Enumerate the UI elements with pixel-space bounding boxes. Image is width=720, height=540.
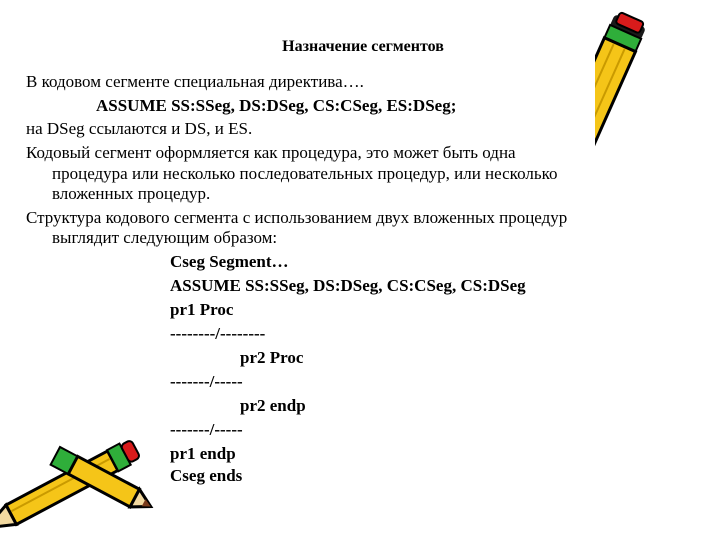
pencil-icon xyxy=(595,0,720,540)
code-line-3: pr1 Proc xyxy=(170,300,234,319)
code-line-8: -------/----- xyxy=(170,420,243,439)
code-line-2: ASSUME SS:SSeg, DS:DSeg, CS:CSeg, CS:DSeg xyxy=(170,276,526,295)
code-line-10: Cseg ends xyxy=(170,466,243,485)
text-line-5: процедура или несколько последовательных процедур, или несколько xyxy=(52,164,558,183)
slide-title: Назначение сегментов xyxy=(282,38,444,55)
text-line-8: выглядит следующим образом: xyxy=(52,228,278,247)
code-line-9: pr1 endp xyxy=(170,444,236,463)
text-line-3: на DSeg ссылаются и DS, и ES. xyxy=(26,119,253,138)
code-line-7: pr2 endp xyxy=(240,396,306,415)
code-line-6: -------/----- xyxy=(170,372,243,391)
text-line-7: Структура кодового сегмента с использованием двух вложенных процедур xyxy=(26,208,568,227)
pencils-icon xyxy=(0,425,160,540)
text-line-4: Кодовый сегмент оформляется как процедура, это может быть одна xyxy=(26,143,516,162)
text-line-6: вложенных процедур. xyxy=(52,184,211,203)
text-line-1: В кодовом сегменте специальная директива…. xyxy=(26,72,364,91)
assume-directive: ASSUME SS:SSeg, DS:DSeg, CS:CSeg, ES:DSeg; xyxy=(96,96,457,115)
code-line-4: --------/-------- xyxy=(170,324,266,343)
code-line-5: pr2 Proc xyxy=(240,348,304,367)
code-line-1: Cseg Segment… xyxy=(170,252,289,271)
